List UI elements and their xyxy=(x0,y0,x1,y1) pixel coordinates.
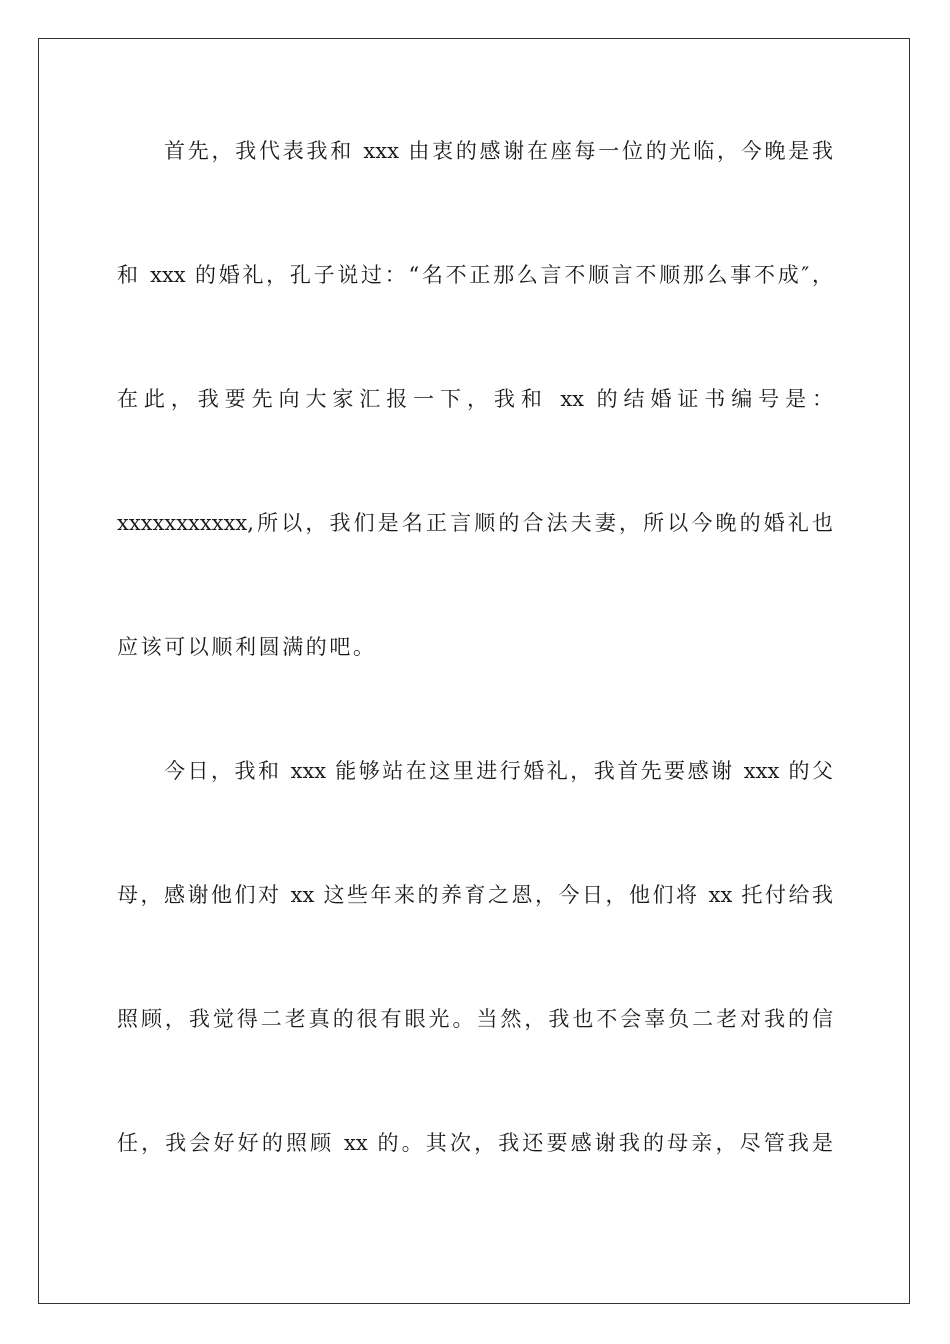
paragraph-1-line-3: 在此，我要先向大家汇报一下，我和 xx 的结婚证书编号是： xyxy=(117,387,833,411)
paragraph-2-line-2: 母，感谢他们对 xx 这些年来的养育之恩，今日，他们将 xx 托付给我 xyxy=(117,883,833,907)
paragraph-1-line-4: xxxxxxxxxxx,所以，我们是名正言顺的合法夫妻，所以今晚的婚礼也 xyxy=(117,511,833,535)
paragraph-2-line-3: 照顾，我觉得二老真的很有眼光。当然，我也不会辜负二老对我的信 xyxy=(117,1007,833,1031)
paragraph-2-line-4: 任，我会好好的照顾 xx 的。其次，我还要感谢我的母亲，尽管我是 xyxy=(117,1131,833,1155)
paragraph-1-line-5: 应该可以顺利圆满的吧。 xyxy=(117,635,377,659)
paragraph-2-line-1: 今日，我和 xxx 能够站在这里进行婚礼，我首先要感谢 xxx 的父 xyxy=(164,759,833,783)
page-border xyxy=(38,38,910,1304)
paragraph-1-line-2: 和 xxx 的婚礼，孔子说过：“名不正那么言不顺言不顺那么事不成″， xyxy=(117,263,833,287)
paragraph-1-line-1: 首先，我代表我和 xxx 由衷的感谢在座每一位的光临，今晚是我 xyxy=(164,139,833,163)
